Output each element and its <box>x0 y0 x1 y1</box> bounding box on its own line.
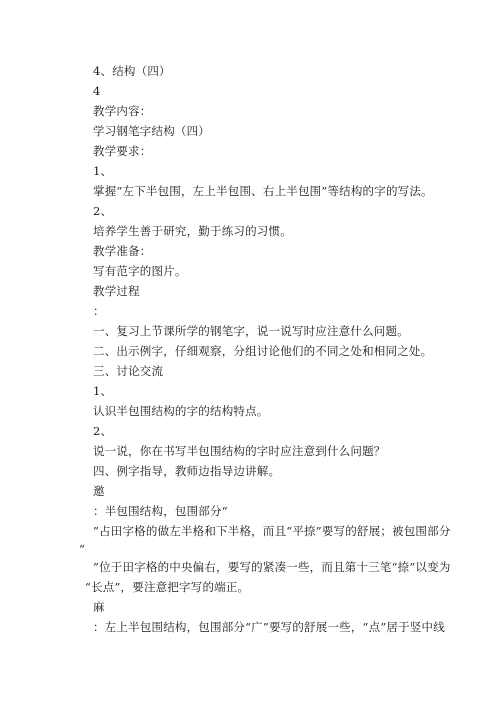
example-char-1: 邀 <box>93 484 105 498</box>
process-label: 教学过程 <box>93 284 140 298</box>
section-heading: 4、结构（四） <box>93 64 171 78</box>
requirements-label: 教学要求： <box>93 144 152 158</box>
example-note-1c: “ <box>79 542 86 556</box>
discussion-text-1: 认识半包围结构的字的结构特点。 <box>93 404 269 418</box>
content-text: 学习钢笔字结构（四） <box>93 124 210 138</box>
process-step-3: 三、讨论交流 <box>93 364 164 378</box>
discussion-text-2: 说一说，你在书写半包围结构的字时应注意到什么问题？ <box>93 444 386 458</box>
period-count: 4 <box>93 84 101 98</box>
example-char-2: 麻 <box>93 600 105 614</box>
requirement-number-2: 2、 <box>93 204 113 218</box>
requirement-text-1: 掌握“左下半包围，左上半包围、右上半包围”等结构的字的写法。 <box>93 184 433 198</box>
process-step-1: 一、复习上节课所学的钢笔字，说一说写时应注意什么问题。 <box>93 324 409 338</box>
example-note-2a: ：左上半包围结构，包围部分“广”要写的舒展一些，“点”居于竖中线 <box>93 620 445 634</box>
discussion-number-2: 2、 <box>93 424 113 438</box>
example-note-1b: ”占田字格的做左半格和下半格，而且“平捺”要写的舒展；被包围部分 <box>93 524 451 538</box>
preparation-text: 写有范字的图片。 <box>93 264 187 278</box>
content-label: 教学内容： <box>93 104 152 118</box>
preparation-label: 教学准备： <box>93 244 152 258</box>
requirement-text-2: 培养学生善于研究，勤于练习的习惯。 <box>93 224 292 238</box>
example-note-1d: ”位于田字格的中央偏右，要写的紧凑一些，而且第十三笔“捺”以变为 <box>93 560 451 574</box>
process-colon: ： <box>93 304 105 318</box>
example-note-1e: “长点”，要注意把字写的端正。 <box>85 580 250 594</box>
example-note-1a: ：半包围结构，包围部分“ <box>93 504 228 518</box>
process-step-2: 二、出示例字，仔细观察，分组讨论他们的不同之处和相同之处。 <box>93 344 433 358</box>
discussion-number-1: 1、 <box>93 384 113 398</box>
process-step-4: 四、例字指导，教师边指导边讲解。 <box>93 464 281 478</box>
requirement-number-1: 1、 <box>93 164 113 178</box>
